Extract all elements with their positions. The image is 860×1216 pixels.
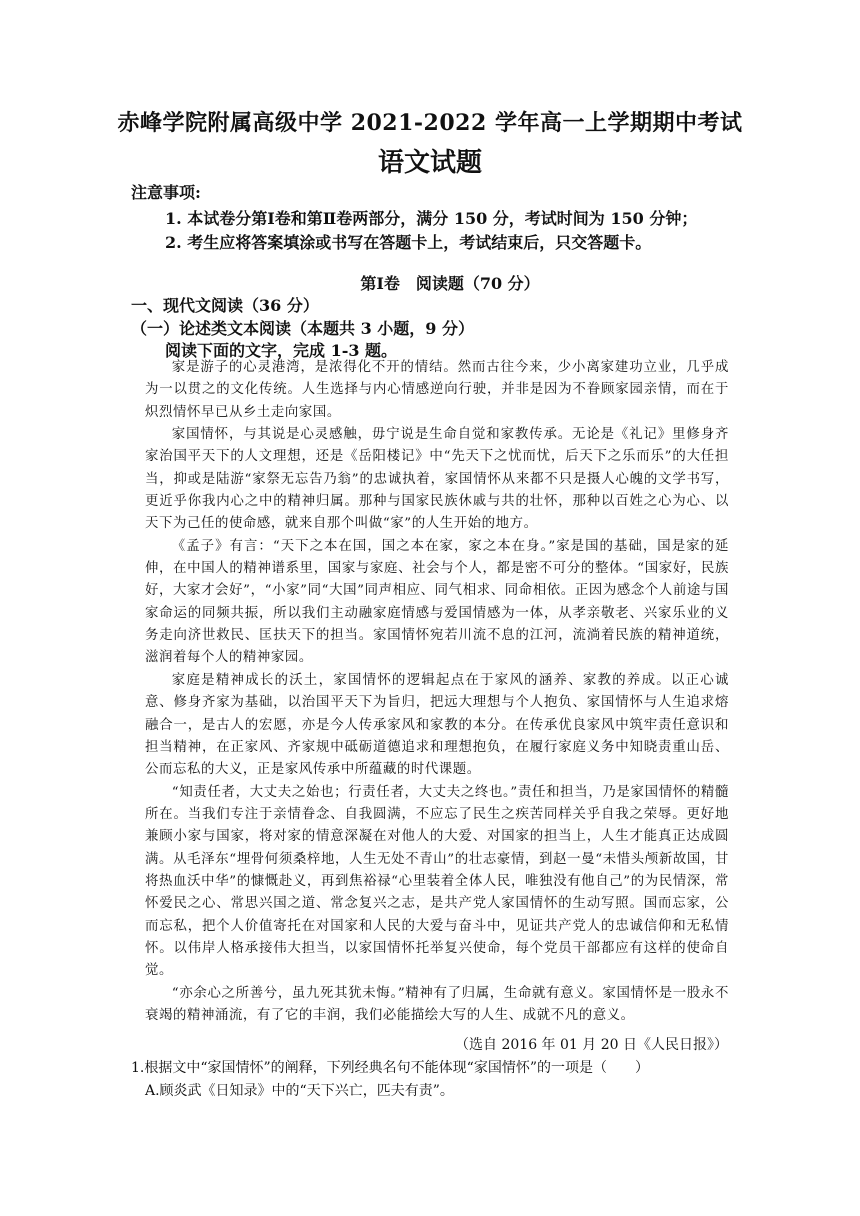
passage-paragraph: 《孟子》有言：“天下之本在国，国之本在家，家之本在身。”家是国的基础，国是家的延伸，在中国人的精神谱系里，国家与家庭、社会与个人，都是密不可分的整体。“国家好，民族好，大家才会好”，“小家”同“大国”同声相应、同气相求、同命相依。正因为感念个人前途与国家命运的同频共振，所以我们主动融家庭情感与爱国情感为一体，从孝亲敬老、兴家乐业的义务走向济世救民、匡扶天下的担当。家国情怀宛若川流不息的江河，流淌着民族的精神道统，滋润着每个人的精神家园。 xyxy=(145,538,729,666)
passage xyxy=(145,357,729,1027)
passage-paragraph: “亦余心之所善兮，虽九死其犹未悔。”精神有了归属，生命就有意义。家国情怀是一股永不衰竭的精神涌流，有了它的丰润，我们必能描绘大写的人生、成就不凡的意义。 xyxy=(145,985,729,1023)
question-1-option-a: A.顾炎武《日知录》中的“天下兴亡，匹夫有责”。 xyxy=(145,1083,454,1099)
part1-title: 第Ⅰ卷 阅读题（70 分） xyxy=(360,274,540,293)
notice-item-2: 2. 考生应将答案填涂或书写在答题卡上，考试结束后，只交答题卡。 xyxy=(165,233,652,252)
section-heading: 一、现代文阅读（36 分） xyxy=(131,296,319,315)
question-1-stem: 1.根据文中“家国情怀”的阐释，下列经典名句不能体现“家国情怀”的一项是（ ） xyxy=(131,1060,649,1076)
passage-paragraph: 家国情怀，与其说是心灵感触，毋宁说是生命自觉和家教传承。无论是《礼记》里修身齐家治国平天下的人文理想，还是《岳阳楼记》中“先天下之忧而忧，后天下之乐而乐”的大任担当，抑或是陆游“家祭无忘告乃翁”的忠诚执着，家国情怀从来都不只是摄人心魄的文学书写，更近乎你我内心之中的精神归属。那种与国家民族休戚与共的壮怀，那种以百姓之心为心、以天下为己任的使命感，就来自那个叫做“家”的人生开始的地方。 xyxy=(145,427,729,532)
passage-paragraph: “知责任者，大丈夫之始也；行责任者，大丈夫之终也。”责任和担当，乃是家国情怀的精髓所在。当我们专注于亲情眷念、自我圆满，不应忘了民生之疾苦同样关乎自我之荣辱。更好地兼顾小家与国家，将对家的情意深凝在对他人的大爱、对国家的担当上，人生才能真正达成圆满。从毛泽东“埋骨何须桑梓地，人生无处不青山”的壮志豪情，到赵一曼“未惜头颅新故国，甘将热血沃中华”的慷慨赴义，再到焦裕禄“心里装着全体人民，唯独没有他自己”的为民情深，常怀爱民之心、常思兴国之道、常念复兴之志，是共产党人家国情怀的生动写照。国而忘家，公而忘私，把个人价值寄托在对国家和人民的大爱与奋斗中，见证共产党人的忠诚信仰和无私情怀。以伟岸人格承接伟大担当，以家国情怀托举复兴使命，每个党员干部都应有这样的使命自觉。 xyxy=(145,784,729,979)
passage-paragraph: 家庭是精神成长的沃土，家国情怀的逻辑起点在于家风的涵养、家教的养成。以正心诚意、修身齐家为基础，以治国平天下为旨归，把远大理想与个人抱负、家国情怀与人生追求熔融合一，是古人的宏愿，亦是今人传承家风和家教的本分。在传承优良家风中筑牢责任意识和担当精神，在正家风、齐家规中砥砺道德追求和理想抱负，在履行家庭义务中知晓责重山岳、公而忘私的大义，正是家风传承中所蕴藏的时代课题。 xyxy=(145,672,729,778)
passage-paragraph: 家是游子的心灵港湾，是浓得化不开的情结。然而古往今来，少小离家建功立业，几乎成为一以贯之的文化传统。人生选择与内心情感逆向行驶，并非是因为不眷顾家园亲情，而在于炽烈情怀早已从乡土走向家国。 xyxy=(145,360,729,420)
notice-heading: 注意事项: xyxy=(131,183,201,202)
exam-subtitle: 语文试题 xyxy=(377,148,482,178)
reading-instruction: 阅读下面的文字，完成 1-3 题。 xyxy=(165,341,398,360)
exam-title: 赤峰学院附属高级中学 2021-2022 学年高一上学期期中考试 xyxy=(117,110,743,136)
subsection-heading: （一）论述类文本阅读（本题共 3 小题，9 分） xyxy=(131,319,474,338)
notice-item-1: 1. 本试卷分第Ⅰ卷和第Ⅱ卷两部分，满分 150 分，考试时间为 150 分钟； xyxy=(165,209,698,228)
passage-source: （选自 2016 年 01 月 20 日《人民日报》） xyxy=(455,1037,728,1053)
